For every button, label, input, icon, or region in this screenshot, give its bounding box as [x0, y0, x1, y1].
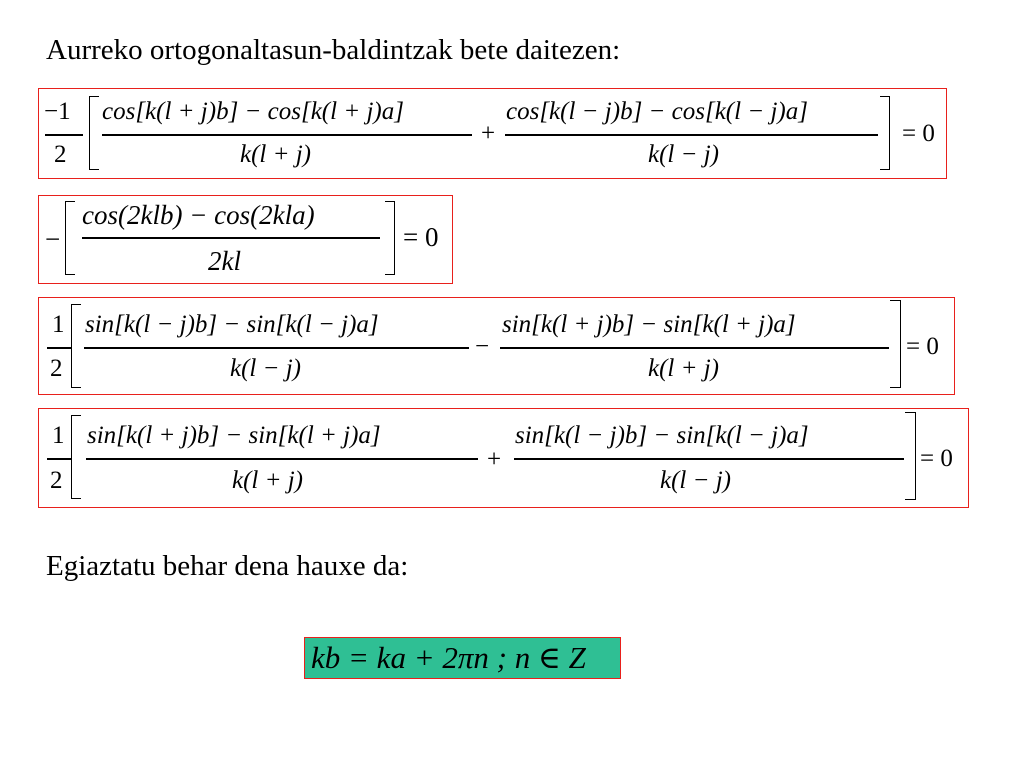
eq3-right-bracket [890, 300, 901, 388]
eq4-term1-num: sin[k(l + j)b] − sin[k(l + j)a] [87, 422, 381, 449]
eq3-term2-num: sin[k(l + j)b] − sin[k(l + j)a] [502, 311, 796, 338]
eq3-rhs: = 0 [906, 333, 939, 360]
eq4-rhs: = 0 [920, 445, 953, 472]
eq1-term1-den: k(l + j) [240, 141, 312, 168]
eq1-term1-num: cos[k(l + j)b] − cos[k(l + j)a] [102, 98, 404, 125]
eq1-right-bracket [880, 96, 890, 170]
eq4-term1-bar [86, 458, 478, 460]
eq3-term1-num: sin[k(l − j)b] − sin[k(l − j)a] [85, 311, 379, 338]
eq4-term2-num: sin[k(l − j)b] − sin[k(l − j)a] [515, 422, 809, 449]
eq1-rhs: = 0 [902, 120, 935, 147]
eq4-left-bracket [71, 415, 81, 499]
eq3-operator: − [475, 333, 490, 360]
eq1-term2-num: cos[k(l − j)b] − cos[k(l − j)a] [506, 98, 808, 125]
eq3-left-bracket [71, 304, 81, 388]
eq4-term2-bar [514, 458, 904, 460]
eq1-coef-den: 2 [54, 141, 67, 168]
eq2-right-bracket [385, 201, 395, 275]
eq2-den: 2kl [208, 246, 241, 276]
eq3-term2-den: k(l + j) [648, 355, 720, 382]
eq3-coef-bar [47, 347, 71, 349]
eq1-term2-bar [505, 134, 878, 136]
eq4-operator: + [487, 446, 502, 473]
eq2-rhs: = 0 [403, 222, 439, 252]
eq4-coef-den: 2 [50, 467, 63, 494]
eq3-term1-bar [84, 347, 469, 349]
eq1-term1-bar [102, 134, 472, 136]
eq4-term2-den: k(l − j) [660, 467, 732, 494]
eq4-term1-den: k(l + j) [232, 467, 304, 494]
eq2-sign: − [45, 224, 61, 254]
eq1-term2-den: k(l − j) [648, 141, 720, 168]
eq1-coef-bar [45, 134, 83, 136]
eq4-right-bracket [905, 412, 916, 500]
result-equation: kb = ka + 2πn ; n ∈ Z [304, 637, 621, 679]
heading-conditions: Aurreko ortogonaltasun-baldintzak bete daitezen: [46, 34, 621, 66]
eq4-coef-num: 1 [52, 422, 65, 449]
heading-verify: Egiaztatu behar dena hauxe da: [46, 550, 409, 582]
eq2-left-bracket [65, 201, 75, 275]
eq1-coef-num: −1 [44, 98, 71, 125]
eq2-num: cos(2klb) − cos(2kla) [82, 200, 315, 230]
eq4-coef-bar [47, 458, 71, 460]
eq3-term2-bar [500, 347, 889, 349]
eq3-coef-num: 1 [52, 311, 65, 338]
eq1-left-bracket [89, 96, 99, 170]
eq3-term1-den: k(l − j) [230, 355, 302, 382]
eq3-coef-den: 2 [50, 355, 63, 382]
eq2-bar [82, 237, 380, 239]
eq1-operator: + [481, 120, 496, 147]
